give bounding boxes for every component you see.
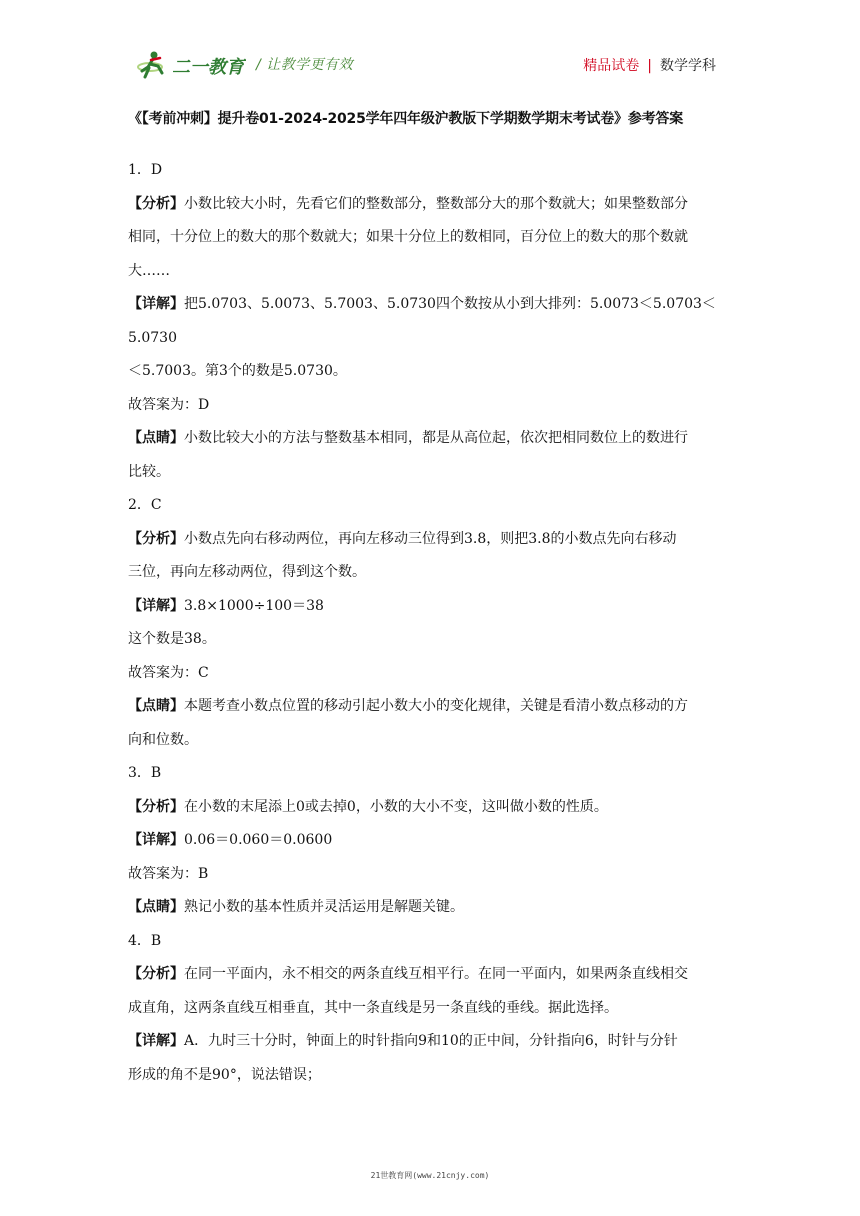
line-text: 3．B — [128, 765, 162, 781]
content-line — [128, 724, 732, 758]
line-text: 形成的角不是90°，说法错误； — [128, 1066, 321, 1083]
line-text: 4．B — [128, 932, 162, 949]
section-tag: 【详解】 — [128, 1033, 184, 1049]
line-text: 小数比较大小时，先看它们的整数部分，整数部分大的那个数就大；如果整数部分 — [184, 195, 688, 212]
line-text: 本题考查小数点位置的移动引起小数大小的变化规律，关键是看清小数点移动的方 — [184, 698, 688, 714]
content-line — [128, 355, 732, 389]
line-text: 这个数是38。 — [128, 631, 216, 647]
line-text: 比较。 — [128, 463, 170, 480]
content-line — [128, 255, 732, 289]
content-line — [128, 389, 732, 423]
content-line — [128, 556, 732, 590]
logo-icon — [136, 47, 246, 83]
header-tags — [583, 55, 716, 75]
line-text: 0.06＝0.060＝0.0600 — [184, 832, 333, 848]
line-text: 大…… — [128, 262, 170, 279]
content-line — [128, 456, 732, 490]
content-line — [128, 824, 732, 858]
line-text: 故答案为：B — [128, 865, 209, 882]
slogan: / 让教学更有效 — [256, 57, 354, 73]
content-line — [128, 1059, 732, 1093]
page-footer: 21世教育网(www.21cnjy.com) — [370, 1171, 490, 1180]
section-tag: 【分析】 — [128, 530, 184, 547]
section-tag: 【点睛】 — [128, 430, 184, 446]
header-separator: | — [647, 58, 652, 74]
section-tag: 【详解】 — [128, 597, 184, 614]
content-line — [128, 858, 732, 892]
content-line — [128, 523, 732, 557]
line-text: A．九时三十分时，钟面上的时针指向9和10的正中间，分针指向6，时针与分针 — [184, 1033, 678, 1049]
content-line — [128, 958, 732, 992]
section-tag: 【分析】 — [128, 966, 184, 982]
line-text: 小数比较大小的方法与整数基本相同，都是从高位起，依次把相同数位上的数进行 — [184, 430, 688, 446]
content-line — [128, 154, 732, 188]
subject-label: 数学学科 — [660, 58, 716, 74]
content-line — [128, 288, 732, 355]
line-text: 在小数的末尾添上0或去掉0，小数的大小不变，这叫做小数的性质。 — [184, 798, 608, 815]
content-line — [128, 422, 732, 456]
section-tag: 【详解】 — [128, 832, 184, 848]
line-text: 3.8×1000÷100＝38 — [184, 597, 324, 614]
content-line — [128, 925, 732, 959]
line-text: 成直角，这两条直线互相垂直，其中一条直线是另一条直线的垂线。据此选择。 — [128, 999, 618, 1016]
line-text: 小数点先向右移动两位，再向左移动三位得到3.8，则把3.8的小数点先向右移动 — [184, 530, 677, 547]
section-tag: 【分析】 — [128, 195, 184, 212]
page-header — [0, 0, 860, 92]
content-line — [128, 623, 732, 657]
section-tag: 【分析】 — [128, 798, 184, 815]
line-text: 故答案为：D — [128, 396, 210, 413]
content-line — [128, 188, 732, 222]
content-line — [128, 690, 732, 724]
quality-label: 精品试卷 — [583, 58, 640, 74]
svg-text:二一教育: 二一教育 — [172, 57, 244, 78]
line-text: ＜5.7003。第3个的数是5.0730。 — [128, 363, 347, 379]
content-line — [128, 791, 732, 825]
line-text: 把5.0703、5.0073、5.7003、5.0730四个数按从小到大排列：5.0073＜5.0703＜5.0730 — [128, 296, 716, 346]
line-text: 2．C — [128, 497, 162, 513]
content-line — [128, 1025, 732, 1059]
section-tag: 【详解】 — [128, 296, 184, 312]
line-text: 相同，十分位上的数大的那个数就大；如果十分位上的数相同，百分位上的数大的那个数就 — [128, 229, 688, 245]
content-line — [128, 757, 732, 791]
section-tag: 【点睛】 — [128, 899, 184, 915]
document-title: 《【考前冲刺】提升卷01-2024-2025学年四年级沪教版下学期数学期末考试卷》参考答案 — [128, 111, 684, 127]
content-line — [128, 221, 732, 255]
line-text: 熟记小数的基本性质并灵活运用是解题关键。 — [184, 899, 464, 915]
line-text: 在同一平面内，永不相交的两条直线互相平行。在同一平面内，如果两条直线相交 — [184, 966, 688, 982]
content-line — [128, 891, 732, 925]
line-text: 故答案为：C — [128, 664, 209, 681]
content-line — [128, 992, 732, 1026]
content-line — [128, 657, 732, 691]
content-line — [128, 590, 732, 624]
line-text: 向和位数。 — [128, 731, 198, 748]
answer-content — [128, 154, 732, 1092]
section-tag: 【点睛】 — [128, 698, 184, 714]
line-text: 三位，再向左移动两位，得到这个数。 — [128, 564, 366, 580]
line-text: 1．D — [128, 162, 163, 178]
content-line — [128, 489, 732, 523]
